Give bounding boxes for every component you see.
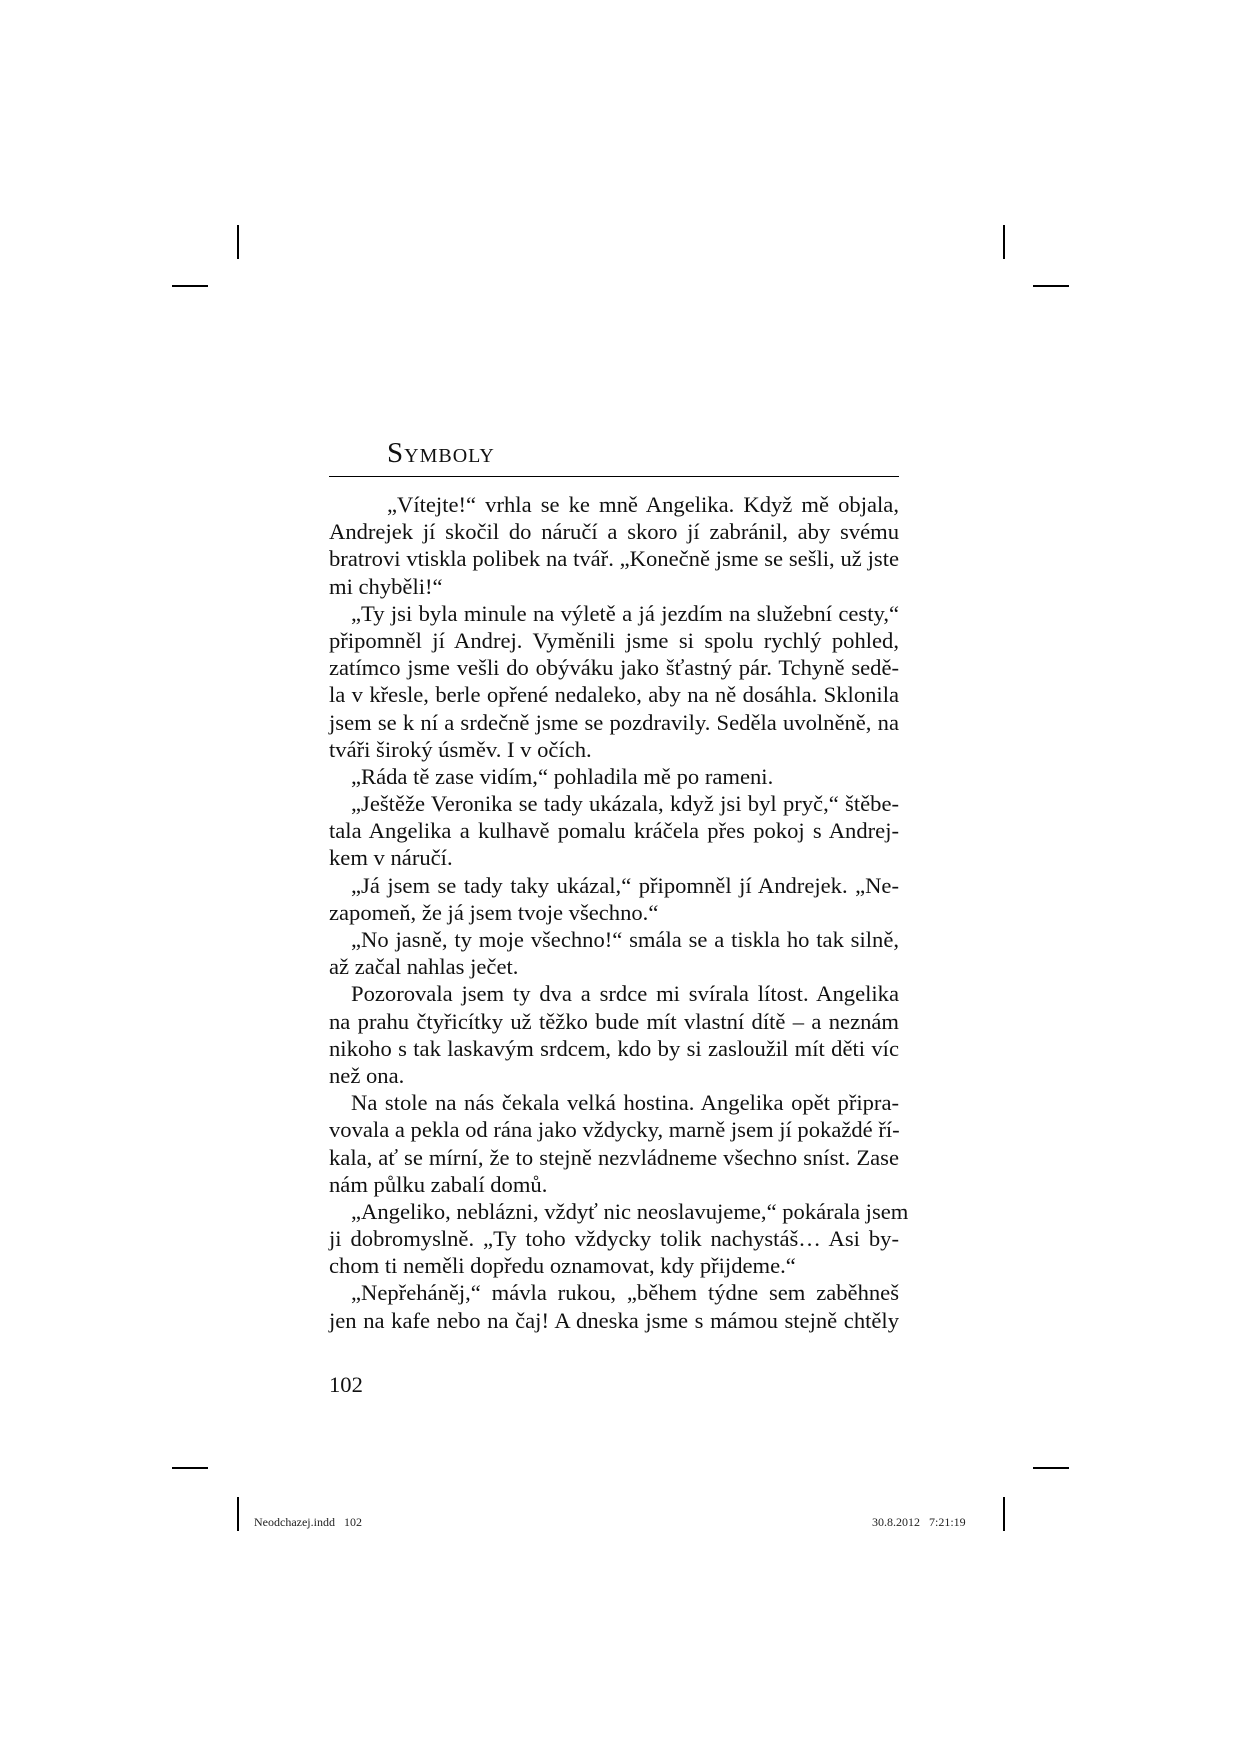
text-line: kala, ať se mírní, že to stejně nezvládneme všechno sníst. Zase	[329, 1144, 899, 1170]
crop-mark	[237, 225, 239, 259]
text-line: „Vítejte!“ vrhla se ke mně Angelika. Když mě objala,	[387, 492, 899, 517]
text-line: vovala a pekla od rána jako vždycky, marně jsem jí pokaždé ří-	[329, 1117, 900, 1143]
text-line: zapomeň, že já jsem tvoje všechno.“	[329, 899, 659, 925]
text-line: bratrovi vtiskla polibek na tvář. „Konečně jsme se sešli, už jste	[329, 546, 899, 572]
text-line: tváři široký úsměv. I v očích.	[329, 736, 592, 762]
text-line: „Ještěže Veronika se tady ukázala, když jsi byl pryč,“ štěbe-	[351, 791, 899, 817]
crop-mark	[172, 1467, 208, 1469]
text-line: „Já jsem se tady taky ukázal,“ připomněl jí Andrejek. „Ne-	[351, 872, 899, 898]
text-line: chom ti neměli dopředu oznamovat, kdy přijdeme.“	[329, 1253, 796, 1279]
crop-mark	[1003, 225, 1005, 259]
text-line: nikoho s tak laskavým srdcem, kdo by si zasloužil mít děti víc	[329, 1035, 899, 1061]
body-text	[329, 491, 909, 1334]
text-line: tala Angelika a kulhavě pomalu kráčela přes pokoj s Andrej-	[329, 818, 899, 844]
text-line: Na stole na nás čekala velká hostina. Angelika opět připra-	[351, 1090, 899, 1116]
text-line: až začal nahlas ječet.	[329, 954, 519, 980]
text-line: jen na kafe nebo na čaj! A dneska jsme s mámou stejně chtěly	[329, 1307, 899, 1333]
crop-mark	[172, 285, 208, 287]
text-line: „No jasně, ty moje všechno!“ smála se a tiskla ho tak silně,	[351, 927, 899, 952]
text-line: „Ráda tě zase vidím,“ pohladila mě po rameni.	[351, 763, 774, 789]
slug-filename: Neodchazej.indd 102	[254, 1515, 362, 1529]
text-line: ji dobromyslně. „Ty toho vždycky tolik nachystáš… Asi by-	[329, 1226, 899, 1252]
crop-mark	[1033, 285, 1069, 287]
text-line: jsem se k ní a srdečně jsme se pozdravily. Seděla uvolněně, na	[329, 709, 899, 735]
text-line: „Ty jsi byla minule na výletě a já jezdím na služební cesty,“	[351, 600, 899, 626]
text-line: zatímco jsme vešli do obýváku jako šťastný pár. Tchyně sedě-	[329, 655, 899, 681]
crop-mark	[1003, 1497, 1005, 1531]
text-line: než ona.	[329, 1062, 405, 1088]
crop-mark	[1033, 1467, 1069, 1469]
text-line: „Angeliko, neblázni, vždyť nic neoslavujeme,“ pokárala jsem	[351, 1198, 909, 1224]
page-number: 102	[329, 1372, 363, 1397]
text-line: na prahu čtyřicítky už těžko bude mít vlastní dítě – a neznám	[329, 1008, 899, 1034]
crop-mark	[237, 1497, 239, 1531]
running-head	[329, 437, 899, 477]
text-line: mi chyběli!“	[329, 573, 443, 599]
text-line: nám půlku zabalí domů.	[329, 1171, 548, 1197]
text-line: připomněl jí Andrej. Vyměnili jsme si spolu rychlý pohled,	[329, 627, 899, 653]
text-line: kem v náručí.	[329, 845, 453, 871]
slug-timestamp: 30.8.2012 7:21:19	[872, 1515, 966, 1529]
text-line: „Nepřeháněj,“ mávla rukou, „během týdne sem zaběhneš	[351, 1280, 899, 1306]
text-line: Andrejek jí skočil do náručí a skoro jí zabránil, aby svému	[329, 519, 899, 545]
running-head-title: Symboly	[387, 437, 495, 469]
text-line: la v křesle, berle opřené nedaleko, aby na ně dosáhla. Sklonila	[329, 682, 899, 708]
text-line: Pozorovala jsem ty dva a srdce mi svírala lítost. Angelika	[351, 981, 899, 1007]
